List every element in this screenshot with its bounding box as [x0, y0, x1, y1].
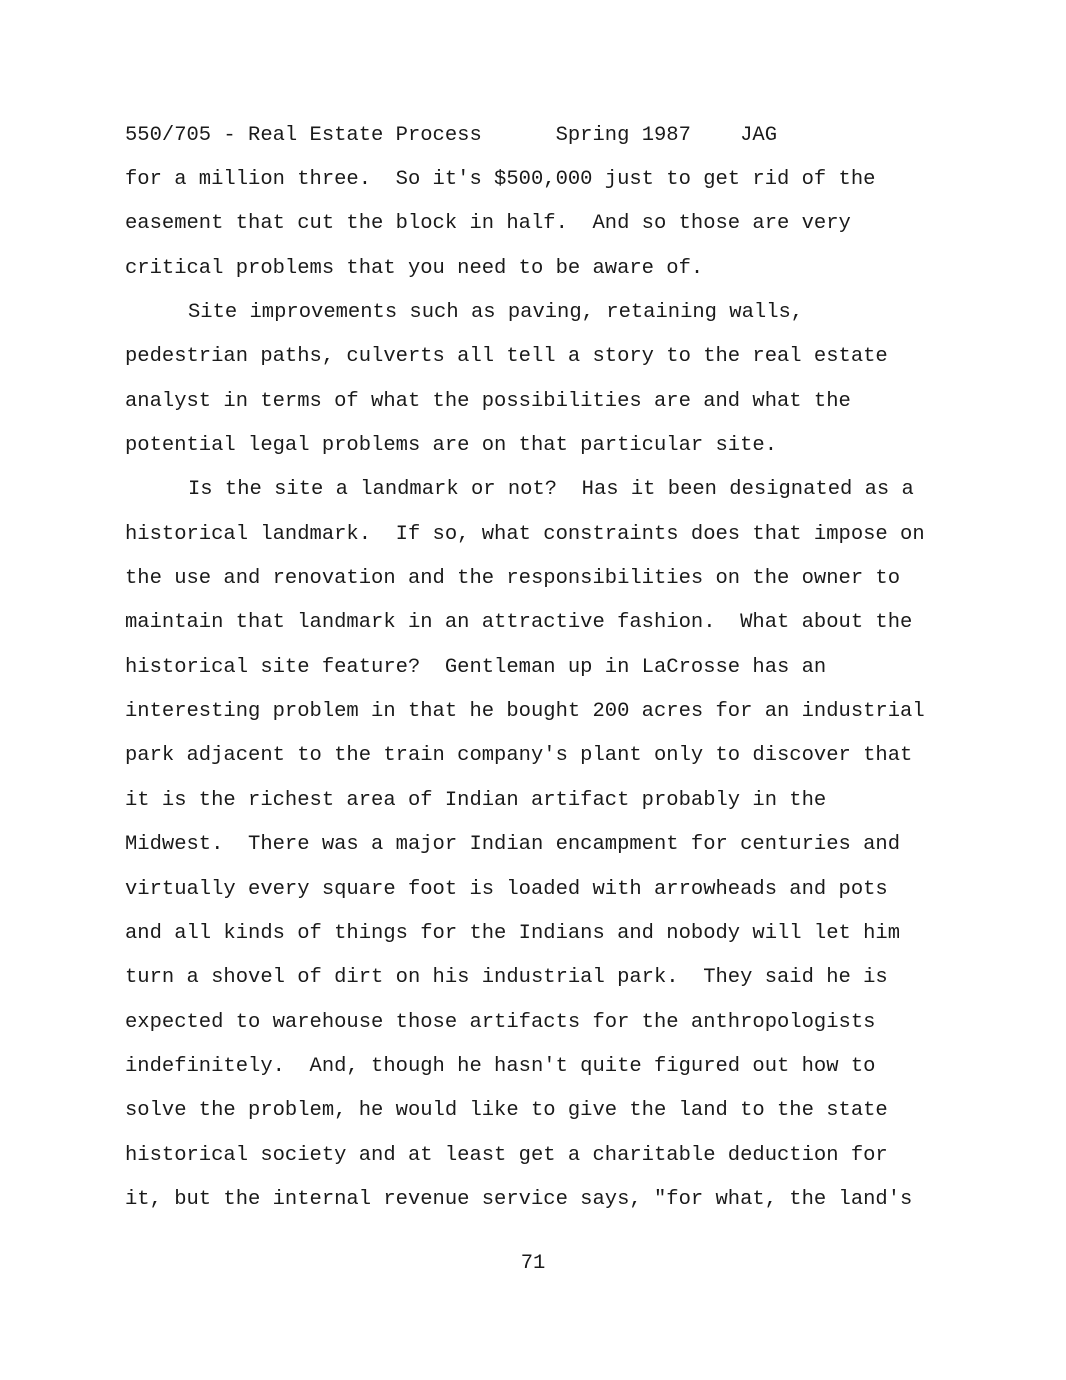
text-line: the use and renovation and the responsibilities on the owner to	[125, 567, 901, 591]
text-line: interesting problem in that he bought 200 acres for an industrial	[125, 700, 925, 724]
paragraph-first-line: Site improvements such as paving, retaining walls,	[188, 301, 804, 325]
text-line: park adjacent to the train company's plant only to discover that	[125, 744, 913, 768]
page-header	[125, 124, 777, 148]
text-line: it, but the internal revenue service says, "for what, the land's	[125, 1187, 913, 1211]
text-line: easement that cut the block in half. And so those are very	[125, 212, 851, 236]
paragraph-first-line: Is the site a landmark or not? Has it been designated as a	[188, 478, 914, 502]
page-number: 71	[520, 1252, 546, 1275]
text-line: pedestrian paths, culverts all tell a story to the real estate	[125, 345, 888, 369]
text-line: turn a shovel of dirt on his industrial park. They said he is	[125, 966, 888, 990]
course-title: 550/705 - Real Estate Process	[125, 124, 482, 147]
text-line: solve the problem, he would like to give the land to the state	[125, 1099, 888, 1123]
text-line: expected to warehouse those artifacts for the anthropologists	[125, 1010, 876, 1034]
text-line: potential legal problems are on that particular site.	[125, 434, 778, 458]
term: Spring 1987	[555, 124, 691, 147]
text-line: critical problems that you need to be aware of.	[125, 256, 704, 280]
text-line: indefinitely. And, though he hasn't quite figured out how to	[125, 1054, 876, 1078]
text-line: historical society and at least get a charitable deduction for	[125, 1143, 888, 1167]
text-line: historical landmark. If so, what constraints does that impose on	[125, 522, 925, 546]
text-line: maintain that landmark in an attractive fashion. What about the	[125, 611, 913, 635]
text-line: historical site feature? Gentleman up in LaCrosse has an	[125, 655, 827, 679]
text-line: it is the richest area of Indian artifact probably in the	[125, 788, 827, 812]
text-line: for a million three. So it's $500,000 just to get rid of the	[125, 168, 876, 191]
text-line: Midwest. There was a major Indian encampment for centuries and	[125, 833, 901, 857]
text-line: and all kinds of things for the Indians and nobody will let him	[125, 921, 901, 945]
text-line: analyst in terms of what the possibilities are and what the	[125, 389, 851, 413]
author-initials: JAG	[740, 124, 778, 147]
text-line: virtually every square foot is loaded with arrowheads and pots	[125, 877, 888, 901]
body-text	[125, 168, 965, 1232]
